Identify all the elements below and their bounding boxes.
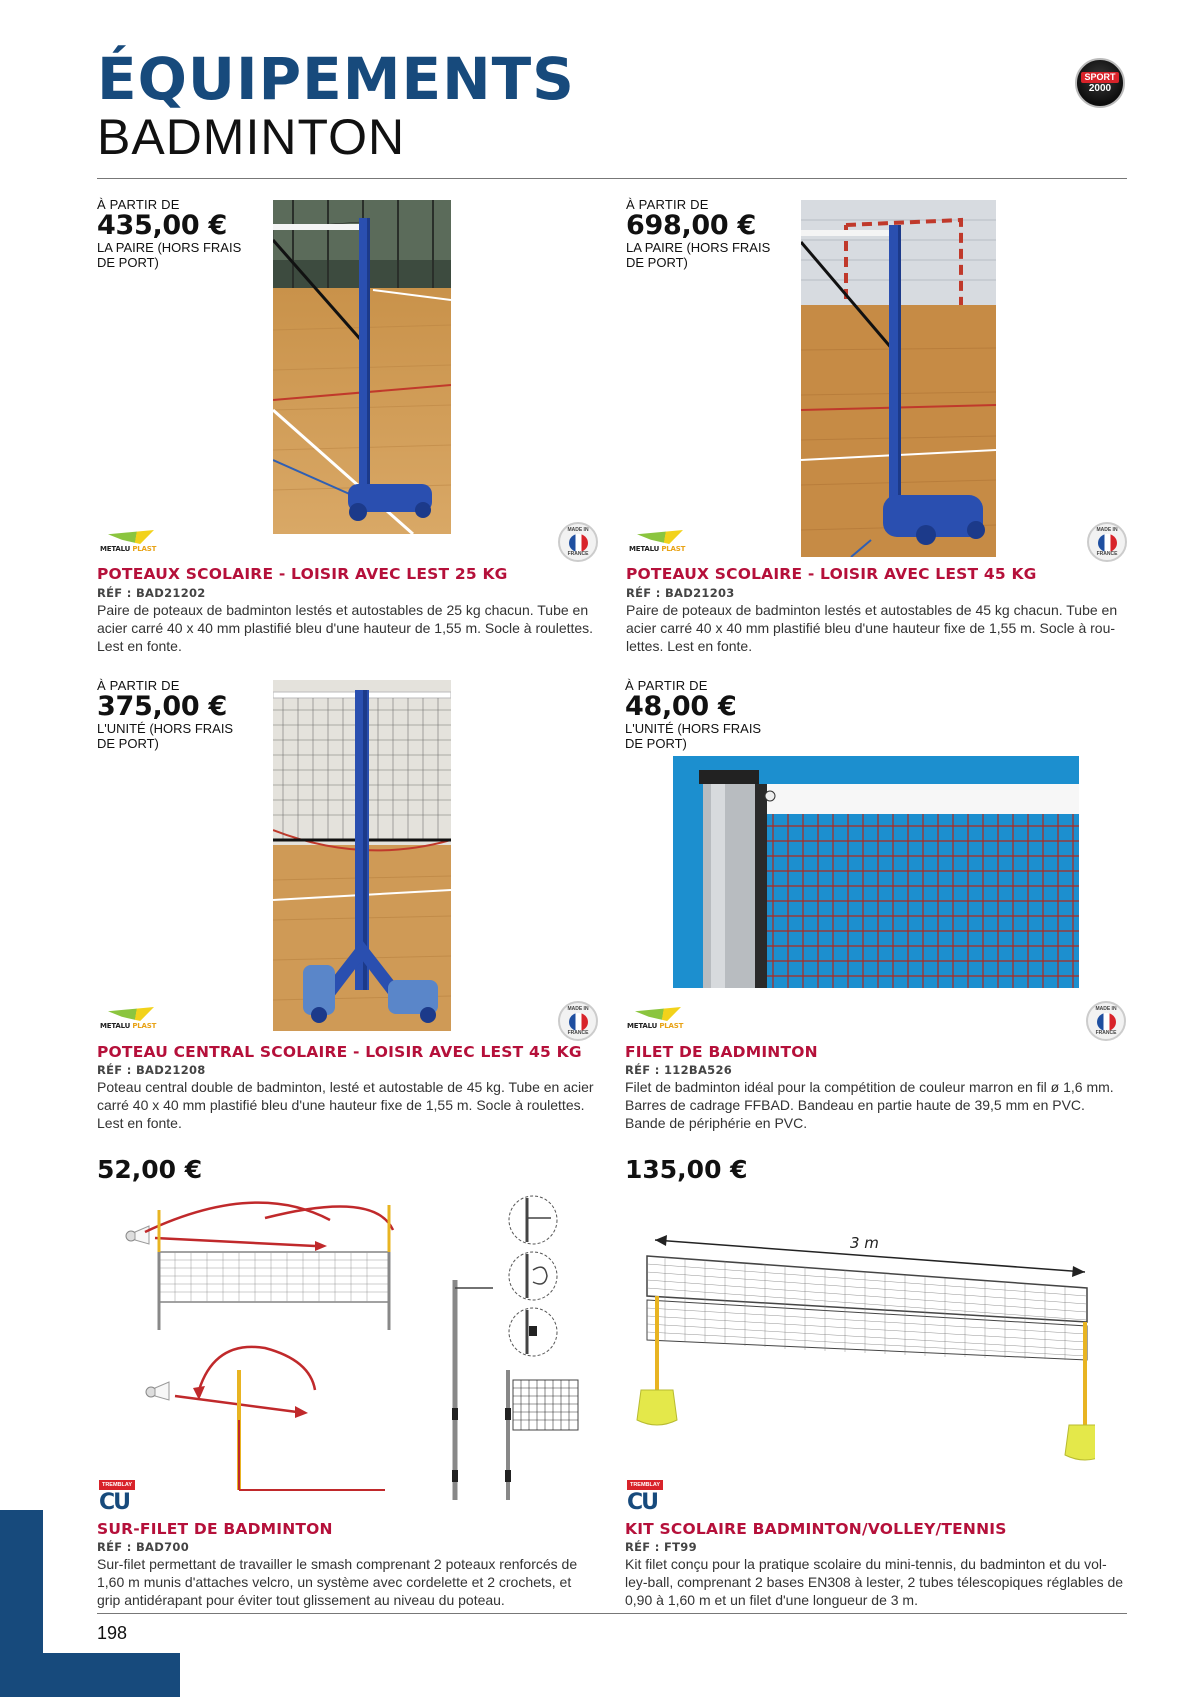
price-from-label: À PARTIR DE: [626, 197, 709, 212]
product-title: POTEAU CENTRAL SCOLAIRE - LOISIR AVEC LEST 45 KG: [97, 1043, 582, 1061]
product-title: POTEAUX SCOLAIRE - LOISIR AVEC LEST 25 KG: [97, 565, 508, 583]
plast-text: PLAST: [661, 545, 686, 553]
product-ref: RÉF : BAD21203: [626, 586, 735, 600]
price-value: 52,00 €: [97, 1155, 203, 1184]
product-diagram-kit-scolaire: [625, 1220, 1095, 1480]
price-note: LA PAIRE (HORS FRAIS DE PORT): [97, 240, 242, 271]
product-description: Kit filet conçu pour la pratique scolaire du mini-tennis, du badminton et du vol-ley-ball, comprenant 2 bases EN308 à lester, 2 tubes télescopiques réglables de 0,90 à 1,60 m et un filet d'une longueur de 3 m.: [625, 1556, 1124, 1608]
cu-text: CU: [99, 1490, 130, 1515]
made-in-france-badge: [558, 522, 598, 562]
plast-text: PLAST: [659, 1022, 684, 1030]
tremblay-text: TREMBLAY: [99, 1480, 135, 1490]
metalu-plast-logo: [627, 1007, 687, 1039]
france-text: FRANCE: [567, 551, 589, 557]
tremblay-text: TREMBLAY: [627, 1480, 663, 1490]
metalu-text: METALU: [627, 1022, 658, 1030]
france-flag-icon: [569, 1013, 588, 1031]
france-flag-icon: [569, 534, 588, 552]
product-title: KIT SCOLAIRE BADMINTON/VOLLEY/TENNIS: [625, 1520, 1007, 1538]
product-ref: RÉF : FT99: [625, 1540, 697, 1554]
metalu-plast-logo: [629, 530, 689, 562]
tremblay-cu-logo: [99, 1480, 135, 1516]
product-title: POTEAUX SCOLAIRE - LOISIR AVEC LEST 45 KG: [626, 565, 1037, 583]
product-description: Sur-filet permettant de travailler le smash comprenant 2 poteaux renforcés de 1,60 m munis d'attaches velcro, un système avec cordelette et 2 crochets, et grip antidérapant pour éviter tout glissement au niveau du poteau.: [97, 1556, 578, 1608]
price-value: 435,00 €: [97, 210, 227, 241]
price-note: L'UNITÉ (HORS FRAIS DE PORT): [625, 721, 762, 752]
product-photo-poteaux-25kg: [273, 200, 451, 534]
made-in-france-badge: [558, 1001, 598, 1041]
price-value: 698,00 €: [626, 210, 756, 241]
plast-text: PLAST: [132, 1022, 157, 1030]
made-in-france-badge: [1087, 522, 1127, 562]
metalu-plast-logo: [100, 530, 160, 562]
made-in-text: MADE IN: [1095, 1006, 1117, 1012]
product-description: Paire de poteaux de badminton lestés et autostables de 45 kg chacun. Tube en acier carré 40 x 40 mm plastifié bleu d'une hauteur fixe de 1,55 m. Socle à rou-lettes. Lest en fonte.: [626, 602, 1118, 654]
page-corner-accent-bottom: [0, 1653, 180, 1697]
metalu-plast-logo: [100, 1007, 160, 1039]
page-title: ÉQUIPEMENTS: [97, 45, 575, 113]
product-title: FILET DE BADMINTON: [625, 1043, 818, 1061]
product-ref: RÉF : 112BA526: [625, 1063, 733, 1077]
price-from-label: À PARTIR DE: [97, 197, 180, 212]
made-in-france-badge: [1086, 1001, 1126, 1041]
product-photo-poteaux-45kg: [801, 200, 996, 557]
product-photo-poteau-central: [273, 680, 451, 1031]
product-ref: RÉF : BAD700: [97, 1540, 189, 1554]
sport2000-logo: [1075, 58, 1125, 108]
page-subtitle: BADMINTON: [97, 109, 406, 165]
france-flag-icon: [1097, 1013, 1116, 1031]
france-text: FRANCE: [567, 1030, 589, 1036]
price-from-label: À PARTIR DE: [625, 678, 708, 693]
france-text: FRANCE: [1095, 1030, 1117, 1036]
made-in-text: MADE IN: [567, 1006, 589, 1012]
page-number: 198: [97, 1623, 128, 1643]
product-ref: RÉF : BAD21202: [97, 586, 206, 600]
price-note: LA PAIRE (HORS FRAIS DE PORT): [626, 240, 771, 271]
france-text: FRANCE: [1096, 551, 1118, 557]
brand-line2: 2000: [1088, 83, 1112, 94]
header-divider: [97, 178, 1127, 179]
metalu-text: METALU: [629, 545, 660, 553]
price-block-2: [626, 197, 776, 270]
price-value: 135,00 €: [625, 1155, 748, 1184]
cu-text: CU: [627, 1490, 658, 1515]
tremblay-cu-logo: [627, 1480, 663, 1516]
footer-divider: [97, 1613, 1127, 1614]
product-photo-filet: [673, 756, 1079, 988]
france-flag-icon: [1098, 534, 1117, 552]
made-in-text: MADE IN: [567, 527, 589, 533]
product-ref: RÉF : BAD21208: [97, 1063, 206, 1077]
price-block-4: [625, 678, 775, 751]
price-block-1: [97, 197, 247, 270]
product-diagram-sur-filet: [115, 1190, 595, 1510]
brand-line1: SPORT: [1081, 72, 1118, 83]
product-description: Paire de poteaux de badminton lestés et autostables de 25 kg chacun. Tube en acier carré 40 x 40 mm plastifié bleu d'une hauteur de 1,55 m. Socle à roulettes. Lest en fonte.: [97, 602, 594, 654]
metalu-text: METALU: [100, 1022, 131, 1030]
made-in-text: MADE IN: [1096, 527, 1118, 533]
product-title: SUR-FILET DE BADMINTON: [97, 1520, 333, 1538]
product-description: Poteau central double de badminton, lesté et autostable de 45 kg. Tube en acier carré 40 x 40 mm plastifié bleu d'une hauteur fixe de 1,55 m. Socle à roulettes. Lest en fonte.: [97, 1079, 594, 1131]
price-block-3: [97, 678, 247, 751]
dimension-label: 3 m: [850, 1234, 879, 1252]
price-value: 375,00 €: [97, 691, 227, 722]
price-note: L'UNITÉ (HORS FRAIS DE PORT): [97, 721, 234, 752]
product-description: Filet de badminton idéal pour la compétition de couleur marron en fil ø 1,6 mm. Barres de cadrage FFBAD. Bandeau en partie haute de 39,5 mm en PVC. Bande de périphérie en PVC.: [625, 1079, 1114, 1131]
price-value: 48,00 €: [625, 691, 737, 722]
price-from-label: À PARTIR DE: [97, 678, 180, 693]
plast-text: PLAST: [132, 545, 157, 553]
metalu-text: METALU: [100, 545, 131, 553]
